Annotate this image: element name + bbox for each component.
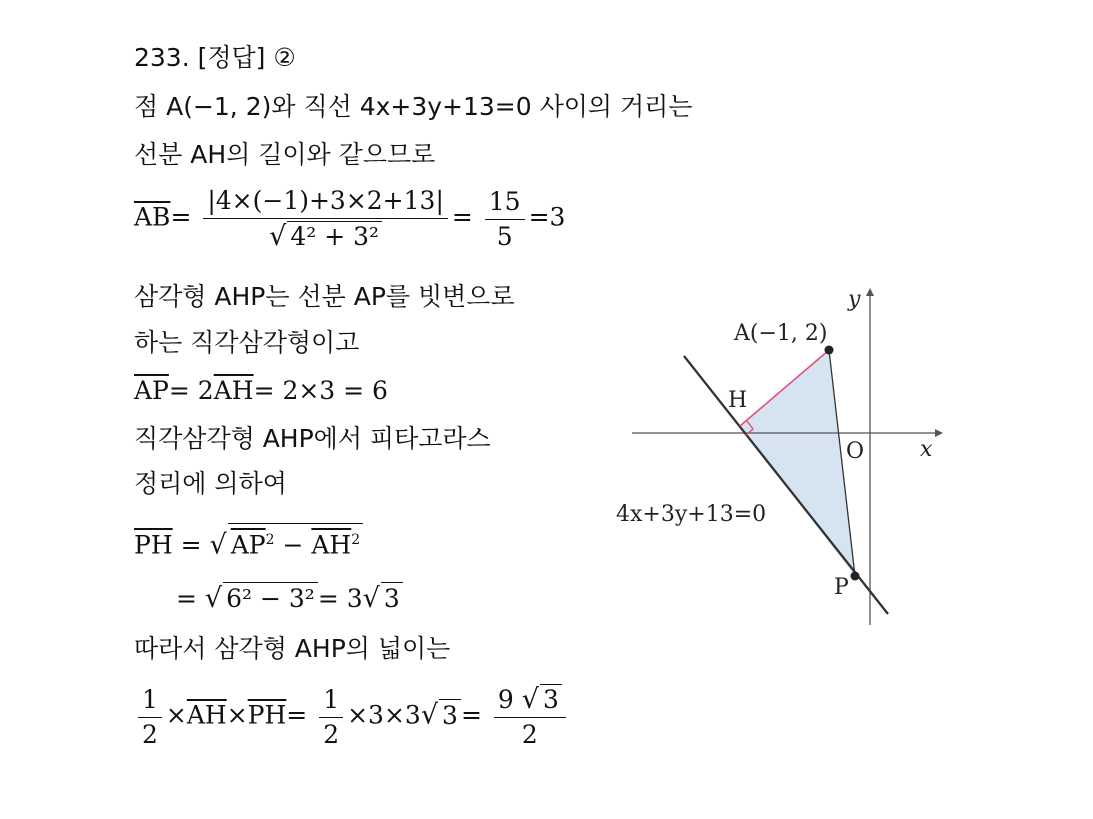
segment-ah: $\overline{AH}$ xyxy=(186,700,227,730)
sqrt-radicand: 4² + 3² xyxy=(287,221,382,252)
distance-numerator: |4×(−1)+3×2+13| xyxy=(203,186,448,219)
point-p-dot xyxy=(851,572,860,581)
half-fraction xyxy=(138,685,162,750)
sqrt-radicand: 3 xyxy=(540,684,562,715)
equation-part: = 3 xyxy=(317,584,363,613)
segment-ab: $\overline{AB}$ xyxy=(134,202,171,232)
text-line-5: 하는 직각삼각형이고 xyxy=(134,328,360,357)
text-line-11: 따라서 삼각형 AHP의 넓이는 xyxy=(134,634,451,663)
sqrt-radicand: 6² − 3² xyxy=(223,582,318,615)
sqrt-radicand: $AP^2 - \overline{AH}^2$ xyxy=(228,523,363,561)
equals-sign: = xyxy=(180,530,202,560)
label-point-a: A(−1, 2) xyxy=(734,321,828,346)
fraction-numerator: 15 xyxy=(485,187,525,220)
label-line-equation: 4x+3y+13=0 xyxy=(616,502,767,527)
equation-area xyxy=(134,684,570,750)
fraction-denominator: 2 xyxy=(323,719,340,749)
triangle-ahp-fill xyxy=(740,350,855,576)
coefficient: 9 xyxy=(497,685,514,714)
minus-sign: − xyxy=(282,530,304,560)
fraction-numerator xyxy=(494,684,566,718)
label-point-h: H xyxy=(728,388,748,413)
label-point-p: P xyxy=(834,575,849,600)
area-fraction xyxy=(494,684,566,750)
segment-ah: $\overline{AH}$ xyxy=(311,530,352,560)
value-fraction xyxy=(485,187,525,252)
equation-ph-length xyxy=(134,523,363,561)
segment-ah: $\overline{AH}$ xyxy=(213,376,254,405)
equals-sign: = xyxy=(460,700,482,730)
segment-ph: $\overline{PH}$ xyxy=(134,530,173,560)
y-axis-arrow-icon xyxy=(866,288,874,296)
equals-sign: = xyxy=(451,202,473,232)
fraction-numerator: 1 xyxy=(319,685,343,718)
half-fraction xyxy=(319,685,343,750)
sqrt-icon: √ xyxy=(269,221,287,252)
equation-part: = 2 xyxy=(168,376,214,405)
sqrt-icon: √ xyxy=(362,583,380,614)
fraction-denominator: 5 xyxy=(496,221,513,251)
text-line-2: 선분 AH의 길이와 같으므로 xyxy=(134,140,436,169)
sqrt-icon: √ xyxy=(521,684,539,715)
coordinate-figure xyxy=(590,270,950,640)
segment-ph: $\overline{PH}$ xyxy=(247,700,287,730)
fraction-denominator: 2 xyxy=(521,720,538,749)
point-a-dot xyxy=(825,346,834,355)
distance-result: =3 xyxy=(528,202,566,232)
equation-ab-distance xyxy=(134,186,565,252)
times-sign: × xyxy=(226,700,248,730)
equation-part: = 2×3 = 6 xyxy=(253,376,388,405)
sqrt-icon: √ xyxy=(420,699,439,731)
text-line-7: 직각삼각형 AHP에서 피타고라스 xyxy=(134,424,491,453)
sqrt-icon: √ xyxy=(209,529,227,561)
sqrt-radicand: 3 xyxy=(439,699,461,732)
segment-ap: AP xyxy=(230,530,266,560)
sqrt-icon: √ xyxy=(204,583,223,614)
segment-ap: $\overline{AP}$ xyxy=(134,376,169,405)
distance-denominator xyxy=(265,219,386,252)
text-line-1: 점 A(−1, 2)와 직선 4x+3y+13=0 사이의 거리는 xyxy=(134,92,693,121)
fraction-numerator: 1 xyxy=(138,685,162,718)
equation-part: ×3×3 xyxy=(347,700,421,730)
fraction-denominator: 2 xyxy=(142,719,158,749)
times-sign: × xyxy=(165,700,187,730)
equals-sign: = xyxy=(286,700,308,730)
label-x-axis: x xyxy=(920,437,933,462)
equation-ph-value xyxy=(176,582,403,615)
distance-fraction xyxy=(203,186,448,252)
x-axis-arrow-icon xyxy=(935,429,943,437)
sqrt-radicand: 3 xyxy=(381,582,403,615)
equals-sign: = xyxy=(176,584,197,613)
problem-title: 233. [정답] ② xyxy=(134,43,296,72)
equals-sign: = xyxy=(170,202,192,232)
label-origin: O xyxy=(846,439,865,464)
equation-ap-length xyxy=(134,375,388,407)
text-line-8: 정리에 의하여 xyxy=(134,469,287,498)
label-y-axis: y xyxy=(848,287,861,312)
text-line-4: 삼각형 AHP는 선분 AP를 빗변으로 xyxy=(134,282,515,311)
